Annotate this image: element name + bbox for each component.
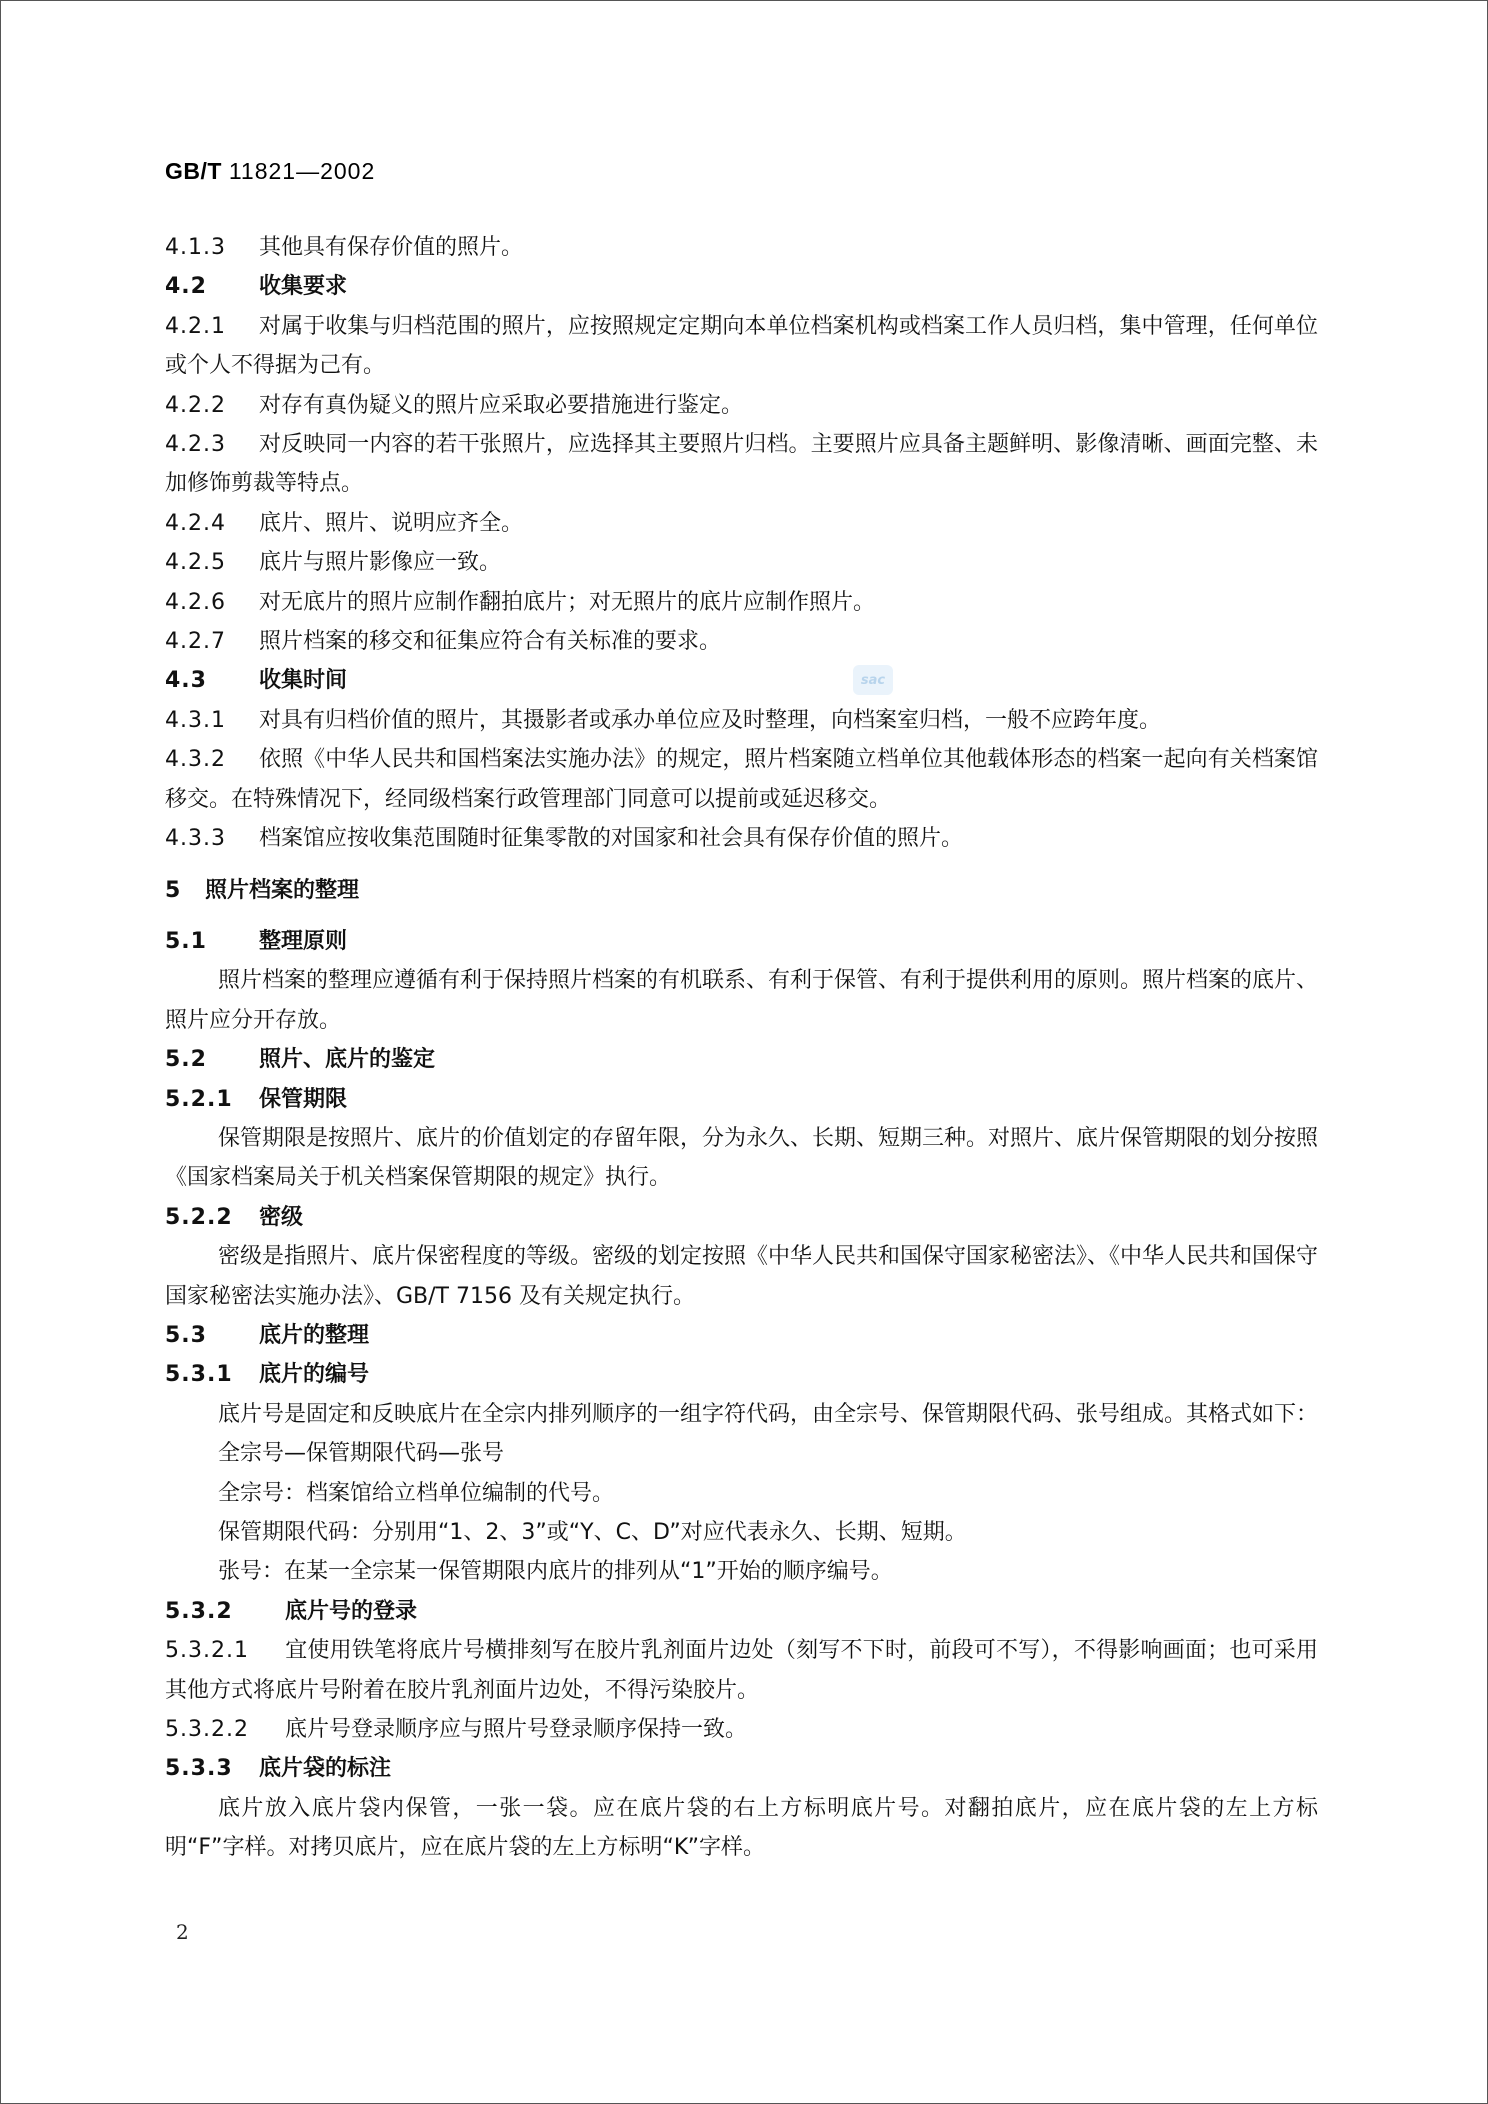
standard-code: GB/T bbox=[165, 158, 222, 184]
clause-4-1-3: 4.1.3 其他具有保存价值的照片。 bbox=[165, 235, 524, 260]
clause-5-3-1-heading: 5.3.1 底片的编号 bbox=[165, 1362, 370, 1388]
clause-4-2-3: 4.2.3 对反映同一内容的若干张照片，应选择其主要照片归档。主要照片应具备主题鲜明、影像清晰、画面完整、未加修饰剪裁等特点。 bbox=[165, 432, 1318, 497]
clause-5-2-2-heading: 5.2.2 密级 bbox=[165, 1204, 304, 1230]
definition-fonds-number: 全宗号：档案馆给立档单位编制的代号。 bbox=[218, 1480, 615, 1506]
clause-5-2-heading: 5.2 照片、底片的鉴定 bbox=[165, 1047, 436, 1073]
clause-5-3-heading: 5.3 底片的整理 bbox=[165, 1322, 370, 1348]
definition-sheet-number: 张号：在某一全宗某一保管期限内底片的排列从“1”开始的顺序编号。 bbox=[218, 1559, 893, 1585]
sac-watermark-icon: sac bbox=[853, 665, 893, 695]
paragraph-5-2-1: 保管期限是按照片、底片的价值划定的存留年限，分为永久、长期、短期三种。对照片、底片保管期限的划分按照《国家档案局关于机关档案保管期限的规定》执行。 bbox=[165, 1125, 1319, 1191]
clause-4-2-1: 4.2.1 对属于收集与归档范围的照片，应按照规定定期向本单位档案机构或档案工作人员归档，集中管理，任何单位或个人不得据为己有。 bbox=[165, 313, 1318, 379]
standard-number: 11821—2002 bbox=[228, 158, 376, 184]
format-line: 全宗号—保管期限代码—张号 bbox=[218, 1441, 505, 1467]
clause-4-3-3: 4.3.3 档案馆应按收集范围随时征集零散的对国家和社会具有保存价值的照片。 bbox=[165, 826, 964, 852]
definition-retention-code: 保管期限代码：分别用“1、2、3”或“Y、C、D”对应代表永久、长期、短期。 bbox=[218, 1520, 967, 1545]
clause-4-3-heading: 4.3 收集时间 bbox=[165, 668, 348, 694]
section-5-heading: 5 照片档案的整理 bbox=[165, 877, 360, 903]
clause-4-2-7: 4.2.7 照片档案的移交和征集应符合有关标准的要求。 bbox=[165, 629, 722, 655]
clause-4-2-2: 4.2.2 对存有真伪疑义的照片应采取必要措施进行鉴定。 bbox=[165, 392, 744, 418]
clause-5-1-heading: 5.1 整理原则 bbox=[165, 928, 348, 954]
standard-header bbox=[165, 158, 375, 185]
clause-5-2-1-heading: 5.2.1 保管期限 bbox=[165, 1086, 348, 1112]
clause-4-2-5: 4.2.5 底片与照片影像应一致。 bbox=[165, 550, 502, 576]
paragraph-5-3-3: 底片放入底片袋内保管，一张一袋。应在底片袋的右上方标明底片号。对翻拍底片，应在底片袋的左上方标明“F”字样。对拷贝底片，应在底片袋的左上方标明“K”字样。 bbox=[165, 1795, 1318, 1861]
clause-5-3-2-2: 5.3.2.2 底片号登录顺序应与照片号登录顺序保持一致。 bbox=[165, 1717, 748, 1743]
clause-4-3-2: 4.3.2 依照《中华人民共和国档案法实施办法》的规定，照片档案随立档单位其他载体形态的档案一起向有关档案馆移交。在特殊情况下，经同级档案行政管理部门同意可以提前或延迟移交。 bbox=[165, 747, 1318, 812]
paragraph-5-3-1: 底片号是固定和反映底片在全宗内排列顺序的一组字符代码，由全宗号、保管期限代码、张号组成。其格式如下： bbox=[218, 1401, 1319, 1427]
page-number: 2 bbox=[176, 1920, 189, 1944]
clause-4-3-1: 4.3.1 对具有归档价值的照片，其摄影者或承办单位应及时整理，向档案室归档，一般不应跨年度。 bbox=[165, 707, 1162, 733]
clause-5-3-2-1: 5.3.2.1 宜使用铁笔将底片号横排刻写在胶片乳剂面片边处（刻写不下时，前段可不写），不得影响画面；也可采用其他方式将底片号附着在胶片乳剂面片边处，不得污染胶片。 bbox=[165, 1638, 1318, 1703]
clause-4-2-4: 4.2.4 底片、照片、说明应齐全。 bbox=[165, 510, 524, 536]
paragraph-5-2-2: 密级是指照片、底片保密程度的等级。密级的划定按照《中华人民共和国保守国家秘密法》、《中华人民共和国保守国家秘密法实施办法》、GB/T 7156 及有关规定执行。 bbox=[165, 1244, 1319, 1309]
paragraph-5-1: 照片档案的整理应遵循有利于保持照片档案的有机联系、有利于保管、有利于提供利用的原则。照片档案的底片、照片应分开存放。 bbox=[165, 968, 1319, 1033]
document-body bbox=[165, 228, 1318, 1868]
clause-4-2-heading: 4.2 收集要求 bbox=[165, 274, 348, 300]
clause-5-3-3-heading: 5.3.3 底片袋的标注 bbox=[165, 1756, 392, 1782]
clause-4-2-6: 4.2.6 对无底片的照片应制作翻拍底片；对无照片的底片应制作照片。 bbox=[165, 589, 876, 615]
clause-5-3-2-heading: 5.3.2 底片号的登录 bbox=[165, 1598, 418, 1624]
